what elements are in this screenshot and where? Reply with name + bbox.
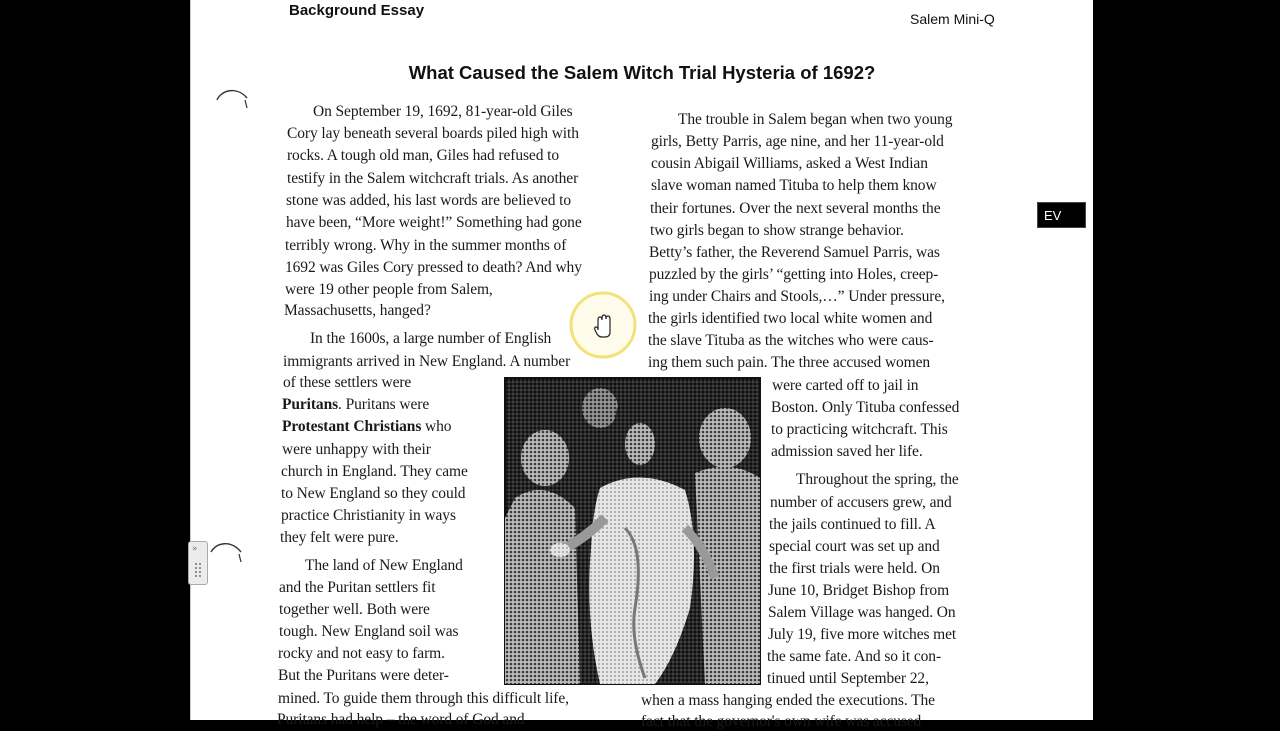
text-line: were 19 other people from Salem, xyxy=(285,281,493,298)
text-line: slave woman named Tituba to help them know xyxy=(651,177,937,194)
text-line: Puritans had help – the word of God and xyxy=(277,711,525,728)
text-line: rocks. A tough old man, Giles had refused to xyxy=(287,147,559,164)
text-line: June 10, Bridget Bishop from xyxy=(768,582,950,599)
text-line: testify in the Salem witchcraft trials. As another xyxy=(287,170,579,187)
text-line: 1692 was Giles Cory pressed to death? And why xyxy=(285,259,582,276)
text-line: girls, Betty Parris, age nine, and her 11-year-old xyxy=(651,133,944,150)
text-line: Massachusetts, hanged? xyxy=(284,302,431,319)
text-line: tough. New England soil was xyxy=(279,623,459,640)
text-line: stone was added, his last words are believed to xyxy=(286,192,571,209)
text-line: two girls began to show strange behavior. xyxy=(650,222,904,239)
text-line: the jails continued to fill. A xyxy=(769,516,936,533)
grab-hand-cursor-icon xyxy=(568,290,638,360)
text-line: special court was set up and xyxy=(769,538,940,555)
document-page xyxy=(190,0,1093,730)
text-fragment: . Puritans were xyxy=(338,396,430,413)
text-line: The land of New England xyxy=(305,557,463,574)
text-line: fact that the governor's own wife was accused xyxy=(641,713,922,730)
term-puritans: Puritans xyxy=(282,396,339,413)
text-line: Throughout the spring, the xyxy=(796,471,959,488)
text-line: when a mass hanging ended the executions. The xyxy=(641,692,935,709)
text-line: were carted off to jail in xyxy=(772,377,919,394)
text-line: the same fate. And so it con- xyxy=(767,648,942,665)
text-line: of these settlers were xyxy=(283,374,412,391)
text-line: rocky and not easy to farm. xyxy=(278,645,445,662)
text-line: the first trials were held. On xyxy=(769,560,940,577)
text-line: ing them such pain. The three accused women xyxy=(648,354,931,371)
page-title: What Caused the Salem Witch Trial Hysteria of 1692? xyxy=(408,62,876,83)
text-line: But the Puritans were deter- xyxy=(278,667,449,684)
text-line: practice Christianity in ways xyxy=(281,507,456,524)
text-fragment: who xyxy=(421,418,452,435)
text-line: Salem Village was hanged. On xyxy=(768,604,956,621)
text-line: In the 1600s, a large number of English xyxy=(310,330,552,347)
text-line: the girls identified two local white women and xyxy=(648,310,933,327)
text-line: immigrants arrived in New England. A number xyxy=(283,353,571,370)
mini-q-label: Salem Mini-Q xyxy=(910,11,995,27)
text-line: their fortunes. Over the next several months the xyxy=(650,200,941,217)
double-chevron-right-icon: » xyxy=(192,544,198,554)
text-line: mined. To guide them through this difficult life, xyxy=(278,690,569,707)
text-line: terribly wrong. Why in the summer months of xyxy=(285,237,567,254)
text-line: puzzled by the girls’ “getting into Holes, creep- xyxy=(649,266,939,283)
text-line: cousin Abigail Williams, asked a West Indian xyxy=(651,155,928,172)
text-line xyxy=(282,418,451,436)
text-line: church in England. They came xyxy=(281,463,468,480)
pencil-mark xyxy=(211,86,251,116)
text-line: On September 19, 1692, 81-year-old Giles xyxy=(313,103,573,120)
term-protestant-christians: Protestant Christians xyxy=(282,418,422,435)
side-panel-handle-icon[interactable] xyxy=(188,541,208,585)
text-line: The trouble in Salem began when two young xyxy=(678,111,953,128)
text-line: and the Puritan settlers fit xyxy=(279,579,436,596)
ev-badge[interactable]: EV xyxy=(1037,202,1086,228)
section-label: Background Essay xyxy=(289,2,425,19)
text-line xyxy=(282,396,429,414)
text-line: tinued until September 22, xyxy=(767,670,929,687)
text-line: they felt were pure. xyxy=(280,529,399,546)
grip-dots-icon xyxy=(194,562,202,578)
text-line: Boston. Only Tituba confessed xyxy=(771,399,960,416)
text-line: the slave Tituba as the witches who were caus- xyxy=(648,332,934,349)
witch-trial-illustration xyxy=(505,378,760,684)
text-line: July 19, five more witches met xyxy=(768,626,957,643)
text-line: Betty’s father, the Reverend Samuel Parris, was xyxy=(649,244,940,261)
text-line: admission saved her life. xyxy=(771,443,923,460)
text-line: number of accusers grew, and xyxy=(770,494,952,511)
text-line: Cory lay beneath several boards piled high with xyxy=(287,125,579,142)
text-line: to New England so they could xyxy=(281,485,466,502)
text-line: ing under Chairs and Stools,…” Under pressure, xyxy=(649,288,945,305)
pencil-mark xyxy=(205,538,245,568)
text-line: have been, “More weight!” Something had gone xyxy=(286,214,582,231)
text-line: were unhappy with their xyxy=(282,441,431,458)
text-line: together well. Both were xyxy=(279,601,430,618)
text-line: to practicing witchcraft. This xyxy=(771,421,948,438)
